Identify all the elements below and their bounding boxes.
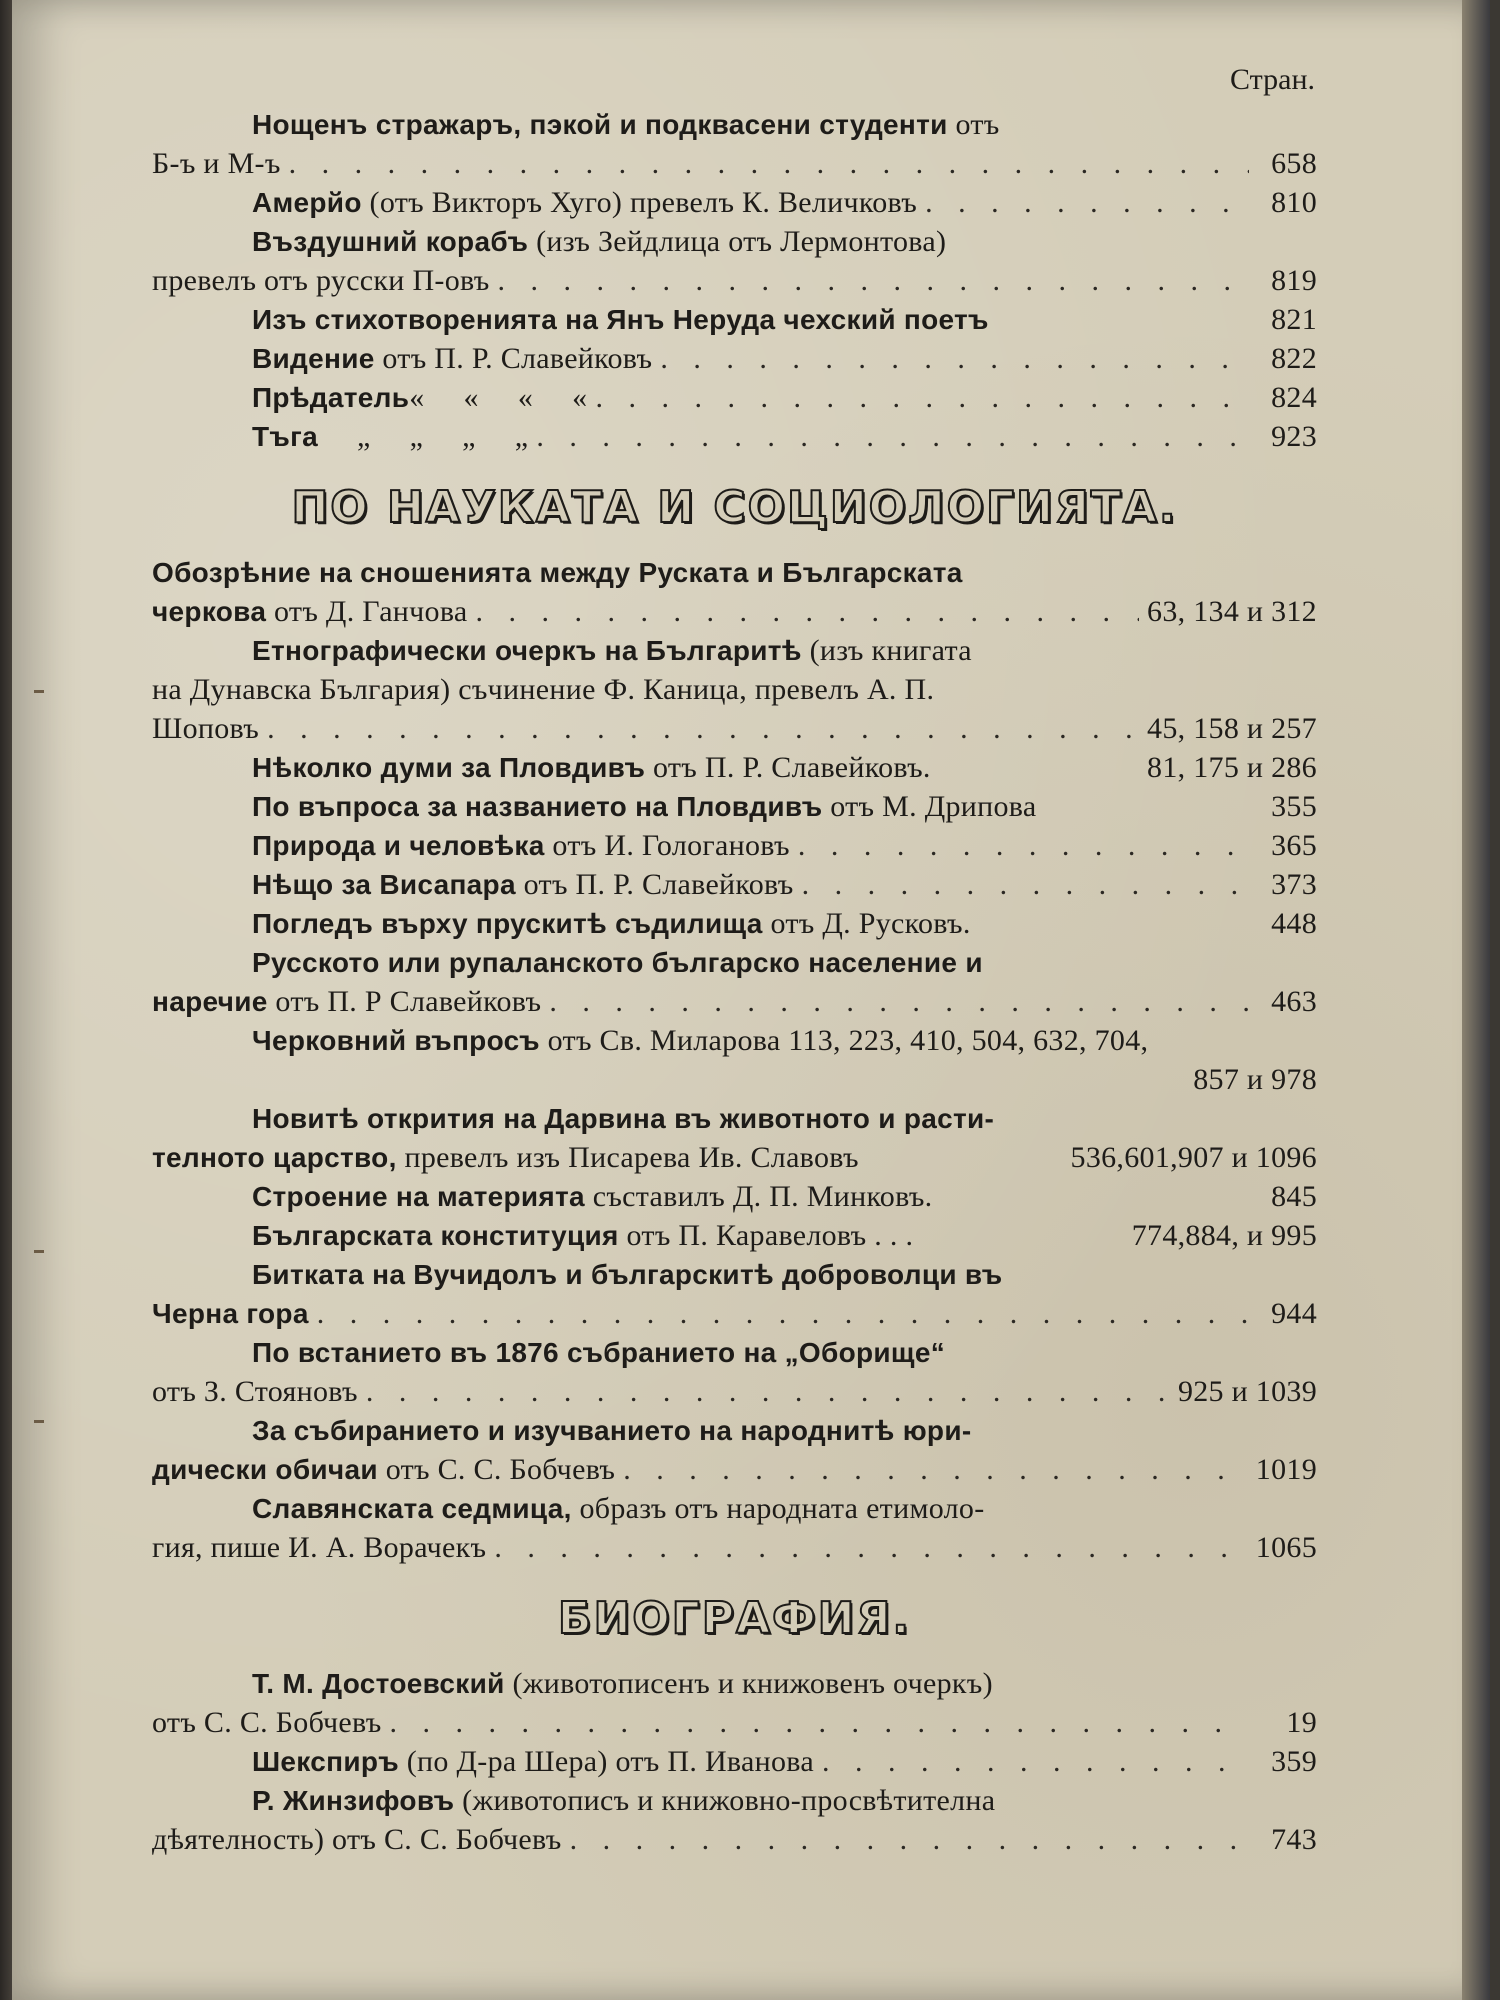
toc-entry [152, 378, 1317, 417]
toc-entry-line [152, 1060, 1317, 1099]
entry-author: (по Д-ра Шера) отъ П. Иванова [398, 1745, 814, 1778]
entry-title: наречие [152, 986, 268, 1017]
toc-entry-line [152, 748, 1317, 787]
toc-entry [152, 1489, 1317, 1567]
entry-title: Шекспиръ [252, 1746, 399, 1777]
section-heading-biography: БИОГРАФИЯ. [557, 1593, 912, 1644]
dot-leader [366, 1372, 1170, 1411]
page-number: 925 и 1039 [1177, 1375, 1317, 1408]
toc-entry-line [152, 1742, 1317, 1781]
entry-author: Б-ъ и М-ъ [152, 147, 281, 180]
dot-leader [289, 144, 1249, 183]
entry-title: Тъга [252, 421, 318, 452]
entry-author: „ „ „ „ [317, 420, 529, 453]
entry-title: Нѣщо за Висапара [252, 869, 516, 900]
page-number: 819 [1271, 264, 1317, 297]
entry-author: Шоповъ [152, 712, 260, 745]
entry-author: отъ З. Стояновъ [152, 1375, 358, 1408]
entry-author: « « « « [409, 381, 588, 414]
dot-leader [317, 1294, 1249, 1333]
dot-leader [476, 592, 1139, 631]
toc-entry-line [152, 592, 1317, 631]
dot-leader [595, 378, 1249, 417]
toc-entry-line [152, 1333, 1317, 1372]
toc-entry [152, 748, 1317, 787]
entry-title: Битката на Вучидолъ и българскитѣ доброволци въ [252, 1259, 1003, 1290]
toc-entry [152, 222, 1317, 300]
toc-entry [152, 631, 1317, 748]
toc-entry-line [152, 1021, 1317, 1060]
toc-entry-line [152, 105, 1317, 144]
page-number: 365 [1271, 829, 1317, 862]
toc-entry-line [152, 865, 1317, 904]
entry-author: (животописъ и книжовно-просвѣтителна [454, 1784, 996, 1817]
entry-author: (животописенъ и книжовенъ очеркъ) [504, 1667, 993, 1700]
entry-title: Новитѣ открития на Дарвина въ животното и расти- [252, 1103, 995, 1134]
toc-entry [152, 1781, 1317, 1859]
page-number: 1065 [1255, 1531, 1317, 1564]
toc-entry [152, 1021, 1317, 1099]
page-number: 822 [1271, 342, 1317, 375]
toc-entry-line [152, 982, 1317, 1021]
entry-title: Видение [252, 343, 375, 374]
entry-title: телното царство, [152, 1142, 397, 1173]
entry-author: отъ С. С. Бобчевъ [152, 1706, 382, 1739]
toc-entry [152, 183, 1317, 222]
toc-entry [152, 300, 1317, 339]
toc-entry-line [152, 300, 1317, 339]
toc-entry-line [152, 826, 1317, 865]
entry-title: По встанието въ 1876 събранието на „Оборище“ [252, 1337, 946, 1368]
toc-entry [152, 105, 1317, 183]
entry-author: гия, пише И. А. Ворачекъ [152, 1531, 487, 1564]
science-entries [152, 553, 1317, 1567]
toc-entry-line [152, 339, 1317, 378]
toc-entry [152, 1177, 1317, 1216]
entry-title: Нѣколко думи за Пловдивъ [252, 752, 646, 783]
dot-leader [549, 982, 1249, 1021]
entry-title: Славянската седмица, [252, 1493, 572, 1524]
toc-entry-line [152, 378, 1317, 417]
entry-author: отъ И. Гологановъ [544, 829, 790, 862]
entry-title: Въздушний корабъ [252, 226, 529, 257]
toc-entry [152, 417, 1317, 456]
page-number: 821 [1271, 303, 1317, 336]
entry-author: образъ отъ народната етимоло- [571, 1492, 985, 1525]
entry-author: отъ С. С. Бобчевъ [377, 1453, 616, 1486]
page-number: 463 [1271, 985, 1317, 1018]
binding-stitch [34, 1420, 44, 1423]
dot-leader [660, 339, 1249, 378]
entry-author: (изъ книгата [801, 634, 972, 667]
toc-entry-line [152, 1781, 1317, 1820]
entry-title: Природа и человѣка [252, 830, 545, 861]
dot-leader [536, 417, 1249, 456]
toc-entry [152, 904, 1317, 943]
toc-entry-line [152, 553, 1317, 592]
biography-entries [152, 1664, 1317, 1859]
toc-entry-line [152, 183, 1317, 222]
toc-entry-line [152, 1216, 1317, 1255]
page-number: 359 [1271, 1745, 1317, 1778]
toc-entry-line [152, 1177, 1317, 1216]
page-number: 923 [1271, 420, 1317, 453]
toc-entry [152, 787, 1317, 826]
binding-stitch [34, 690, 44, 693]
entry-title: Обозрѣние на сношенията между Руската и Българската [152, 557, 963, 588]
entry-author: отъ Св. Миларова 113, 223, 410, 504, 632, 704, [539, 1024, 1149, 1057]
toc-entry [152, 553, 1317, 631]
entry-title: Т. М. Достоевский [252, 1668, 505, 1699]
entry-title: Р. Жинзифовъ [252, 1785, 455, 1816]
page-number: 845 [1271, 1180, 1317, 1213]
toc-entry-line [152, 904, 1317, 943]
toc-entry-line [152, 1138, 1317, 1177]
toc-entry-line [152, 943, 1317, 982]
page-number: 743 [1271, 1823, 1317, 1856]
entry-author: отъ П. Каравеловъ . . . [618, 1219, 914, 1252]
entry-author: отъ Д. Русковъ. [762, 907, 971, 940]
page-number: 944 [1271, 1297, 1317, 1330]
toc-entry-line [152, 1703, 1317, 1742]
dot-leader [798, 826, 1249, 865]
entry-author: отъ М. Дрипова [822, 790, 1037, 823]
entry-author: отъ П. Р. Славейковъ. [645, 751, 931, 784]
page-number: 63, 134 и 312 [1147, 595, 1317, 628]
entry-author: отъ Д. Ганчова [266, 595, 468, 628]
toc-entry [152, 943, 1317, 1021]
toc-entry-line [152, 1820, 1317, 1859]
toc-entry-line [152, 222, 1317, 261]
dot-leader [623, 1450, 1248, 1489]
toc-entry-line [152, 1372, 1317, 1411]
toc-entry-line [152, 1528, 1317, 1567]
toc-entry [152, 1216, 1317, 1255]
toc-entry [152, 1664, 1317, 1742]
toc-entry-line [152, 1255, 1317, 1294]
page-column-header: Стран. [1230, 63, 1315, 96]
toc-entry [152, 1411, 1317, 1489]
toc-entry-line [152, 1450, 1317, 1489]
entry-title: Строение на материята [252, 1181, 585, 1212]
toc-entry-line [152, 144, 1317, 183]
page-number: 45, 158 и 257 [1147, 712, 1317, 745]
entry-title: Амерйо [252, 187, 362, 218]
entry-title: Изъ стихотворенията на Янъ Неруда чехский поетъ [252, 304, 989, 335]
entry-author: дѣятелность) отъ С. С. Бобчевъ [152, 1823, 562, 1856]
binding-stitch [34, 1250, 44, 1253]
page-number: 373 [1271, 868, 1317, 901]
entry-title: Черна гора [152, 1298, 309, 1329]
entry-title: Черковний въпросъ [252, 1025, 540, 1056]
page-number: 658 [1271, 147, 1317, 180]
toc-entry-line [152, 709, 1317, 748]
entry-title: Нощенъ стражаръ, пэкой и подквасени студенти [252, 109, 948, 140]
entry-author: отъ П. Р Славейковъ [267, 985, 542, 1018]
entry-title: дически обичаи [152, 1454, 378, 1485]
page-number: 448 [1271, 907, 1317, 940]
entry-title: Русското или рупаланското българско население и [252, 947, 983, 978]
entry-title: За събиранието и изучванието на народнитѣ юри- [252, 1415, 972, 1446]
page-number: 774,884, и 995 [1131, 1219, 1317, 1252]
toc-entry [152, 1099, 1317, 1177]
entry-author: превелъ изъ Писарева Ив. Славовъ [396, 1141, 859, 1174]
dot-leader [925, 183, 1249, 222]
book-page [12, 0, 1490, 2000]
toc-entry-line [152, 787, 1317, 826]
dot-leader [267, 709, 1139, 748]
toc-entry [152, 826, 1317, 865]
entry-title: По въпроса за названието на Пловдивъ [252, 791, 823, 822]
dot-leader [822, 1742, 1249, 1781]
dot-leader [802, 865, 1249, 904]
page-number: 1019 [1255, 1453, 1317, 1486]
entry-author: отъ П. Р. Славейковъ [374, 342, 653, 375]
toc-entry [152, 1742, 1317, 1781]
toc-entry-line [152, 1489, 1317, 1528]
entry-title: черкова [152, 596, 267, 627]
page-number: 19 [1286, 1706, 1317, 1739]
toc-entry-line [152, 261, 1317, 300]
table-of-contents [152, 55, 1317, 1859]
page-number: 810 [1271, 186, 1317, 219]
dot-leader [570, 1820, 1249, 1859]
page-number: 536,601,907 и 1096 [1070, 1141, 1317, 1174]
toc-entry-line [152, 670, 1317, 709]
dot-leader [390, 1703, 1249, 1742]
entry-title: Погледъ върху прускитѣ съдилища [252, 908, 763, 939]
entry-title: Българската конституция [252, 1220, 619, 1251]
entry-author: отъ П. Р. Славейковъ [515, 868, 794, 901]
toc-entry [152, 1255, 1317, 1333]
page-number: 355 [1271, 790, 1317, 823]
entry-author: отъ [947, 108, 1000, 141]
page-number: 824 [1271, 381, 1317, 414]
toc-entry-line [152, 1294, 1317, 1333]
toc-entry [152, 339, 1317, 378]
page-number: 857 и 978 [1193, 1063, 1317, 1096]
toc-entry [152, 865, 1317, 904]
dot-leader [494, 1528, 1247, 1567]
entry-author: (отъ Викторъ Хуго) превелъ К. Величковъ [361, 186, 918, 219]
toc-entry-line [152, 1411, 1317, 1450]
entry-author: (изъ Зейдлица отъ Лермонтова) [528, 225, 947, 258]
toc-entry-line [152, 1099, 1317, 1138]
toc-entry-line [152, 1664, 1317, 1703]
book-cover-edge [1462, 0, 1490, 2000]
entry-title: Прѣдатель [252, 382, 410, 413]
entry-title: Етнографически очеркъ на Българитѣ [252, 635, 802, 666]
section-heading-science: ПО НАУКАТА И СОЦИОЛОГИЯТА. [291, 482, 1178, 533]
dot-leader [498, 261, 1249, 300]
toc-entry [152, 1333, 1317, 1411]
poetry-entries [152, 105, 1317, 456]
page-number: 81, 175 и 286 [1147, 751, 1317, 784]
toc-entry-line [152, 631, 1317, 670]
toc-entry-line [152, 417, 1317, 456]
entry-author: на Дунавска България) съчинение Ф. Каница, превелъ А. П. [152, 673, 935, 706]
entry-author: превелъ отъ русски П-овъ [152, 264, 490, 297]
entry-author: съставилъ Д. П. Минковъ. [584, 1180, 933, 1213]
